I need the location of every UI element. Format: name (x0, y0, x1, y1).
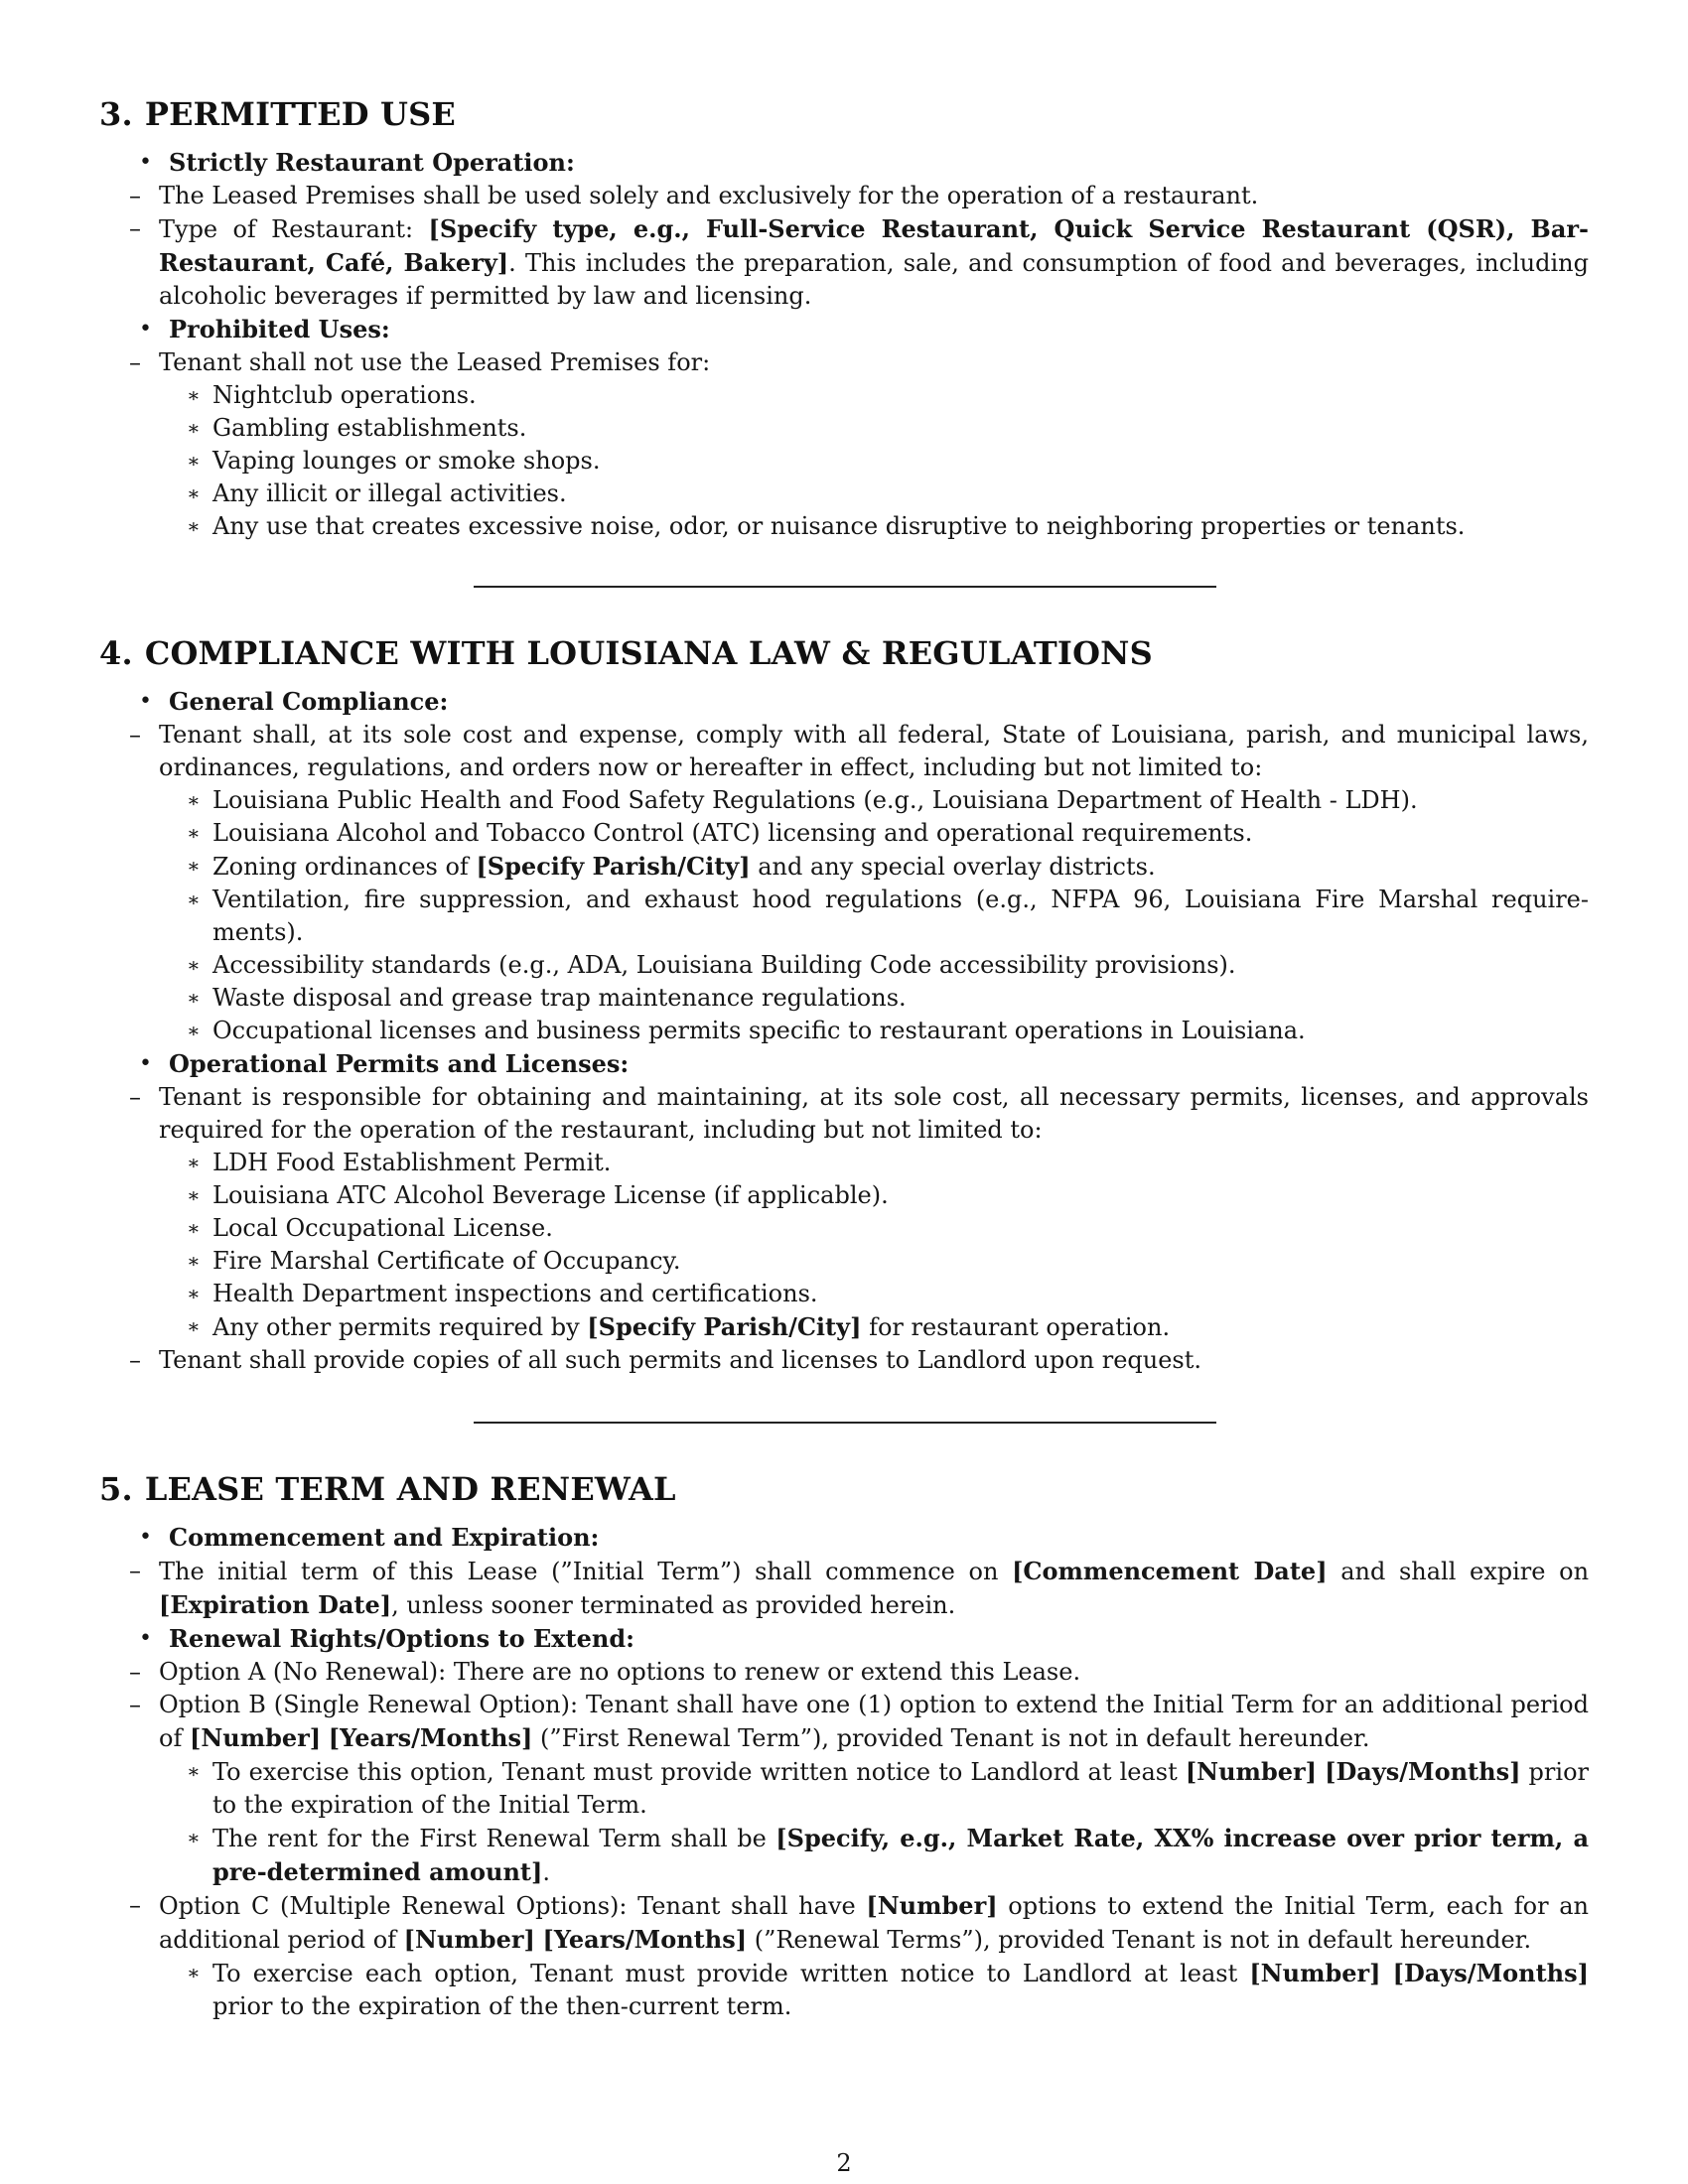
section-permitted-use (99, 94, 1589, 543)
list-item: ∗ Any illicit or illegal activities. (187, 479, 567, 507)
section-heading: 4. COMPLIANCE WITH LOUISIANA LAW & REGULATIONS (99, 634, 1153, 672)
bullet-item: • Renewal Rights/Options to Extend: (139, 1624, 634, 1653)
sub-item: – Option A (No Renewal): There are no options to renew or extend this Lease. (129, 1658, 1081, 1686)
page-number: 2 (836, 2149, 852, 2177)
bullet-item: • Prohibited Uses: (139, 315, 390, 343)
bullet-item: • Strictly Restaurant Operation: (139, 148, 575, 177)
list-item: ∗ LDH Food Establishment Permit. (187, 1149, 612, 1176)
list-item: ∗ Louisiana Public Health and Food Safety Regulations (e.g., Louisiana Department of Health - LDH). (187, 786, 1418, 814)
section-heading: 3. PERMITTED USE (99, 95, 457, 133)
section-compliance (99, 633, 1589, 1377)
list-item: ∗ Louisiana ATC Alcohol Beverage License (if applicable). (187, 1181, 889, 1209)
list-item: ∗ To exercise each option, Tenant must provide written notice to Landlord at least [Number] [Days/Months] prior to the expiration of the then-current term. (187, 1959, 1589, 2020)
list-item: ∗ Louisiana Alcohol and Tobacco Control (ATC) licensing and operational requirements. (187, 819, 1253, 847)
list-item: ∗ The rent for the First Renewal Term shall be [Specify, e.g., Market Rate, XX% increase over prior term, a pre-determined amount]. (187, 1824, 1590, 1886)
list-item: ∗ Any other permits required by [Specify Parish/City] for restaurant operation. (187, 1312, 1171, 1341)
list-item: ∗ Waste disposal and grease trap maintenance regulations. (187, 984, 907, 1012)
sub-item: – Tenant shall provide copies of all such permits and licenses to Landlord upon request. (129, 1346, 1202, 1374)
sub-item: – Tenant shall not use the Leased Premises for: (129, 348, 711, 376)
section-divider (474, 586, 1216, 588)
sub-item: – Type of Restaurant: [Specify type, e.g., Full-Service Restaurant, Quick Service Restaurant (QSR), Bar-Restaurant, Café, Bakery]. This includes the preparation, sale, and consumption of food and beverages, including alcoholic beverages if permitted by law and licensing. (129, 214, 1589, 310)
list-item: ∗ To exercise this option, Tenant must provide written notice to Landlord at least [Number] [Days/Months] prior to the expiration of the Initial Term. (187, 1757, 1589, 1819)
list-item: ∗ Accessibility standards (e.g., ADA, Louisiana Building Code accessibility provisions). (187, 951, 1236, 979)
section-heading: 5. LEASE TERM AND RENEWAL (99, 1470, 676, 1508)
sub-item: – The Leased Premises shall be used solely and exclusively for the operation of a restaurant. (129, 182, 1259, 209)
sub-item: – Option B (Single Renewal Option): Tenant shall have one (1) option to extend the Initial Term for an additional period of [Number] [Years/Months] (”First Renewal Term”), provided Tenant is not in default hereunder. (129, 1691, 1589, 1752)
bullet-item: • Operational Permits and Licenses: (139, 1049, 630, 1078)
list-item: ∗ Zoning ordinances of [Specify Parish/City] and any special overlay districts. (187, 852, 1156, 881)
section-divider (474, 1422, 1216, 1424)
list-item: ∗ Vaping lounges or smoke shops. (187, 447, 601, 475)
sub-item: – The initial term of this Lease (”Initial Term”) shall commence on [Commencement Date] and shall expire on [Expiration Date], unless sooner terminated as provided herein. (129, 1557, 1590, 1619)
bullet-item: • General Compliance: (139, 687, 449, 716)
list-item: ∗ Nightclub operations. (187, 381, 477, 409)
list-item: ∗ Gambling establishments. (187, 414, 527, 442)
sub-item: – Tenant shall, at its sole cost and expense, comply with all federal, State of Louisiana, parish, and municipal laws, ordinances, regulations, and orders now or hereafter in effect, including but not limited to: (129, 721, 1589, 781)
section-lease-term (99, 1469, 1589, 2023)
list-item: ∗ Ventilation, fire suppression, and exhaust hood regulations (e.g., NFPA 96, Louisiana Fire Marshal require-ments). (187, 886, 1589, 946)
sub-item: – Option C (Multiple Renewal Options): Tenant shall have [Number] options to extend the Initial Term, each for an additional period of [Number] [Years/Months] (”Renewal Terms”), provided Tenant is not in default hereunder. (129, 1891, 1589, 1954)
list-item: ∗ Local Occupational License. (187, 1214, 553, 1242)
list-item: ∗ Health Department inspections and certifications. (187, 1280, 818, 1307)
list-item: ∗ Fire Marshal Certificate of Occupancy. (187, 1247, 681, 1275)
list-item: ∗ Occupational licenses and business permits specific to restaurant operations in Louisiana. (187, 1017, 1306, 1044)
list-item: ∗ Any use that creates excessive noise, odor, or nuisance disruptive to neighboring properties or tenants. (187, 512, 1466, 540)
sub-item: – Tenant is responsible for obtaining and maintaining, at its sole cost, all necessary permits, licenses, and approvals required for the operation of the restaurant, including but not limited to: (129, 1083, 1589, 1144)
bullet-item: • Commencement and Expiration: (139, 1523, 600, 1552)
